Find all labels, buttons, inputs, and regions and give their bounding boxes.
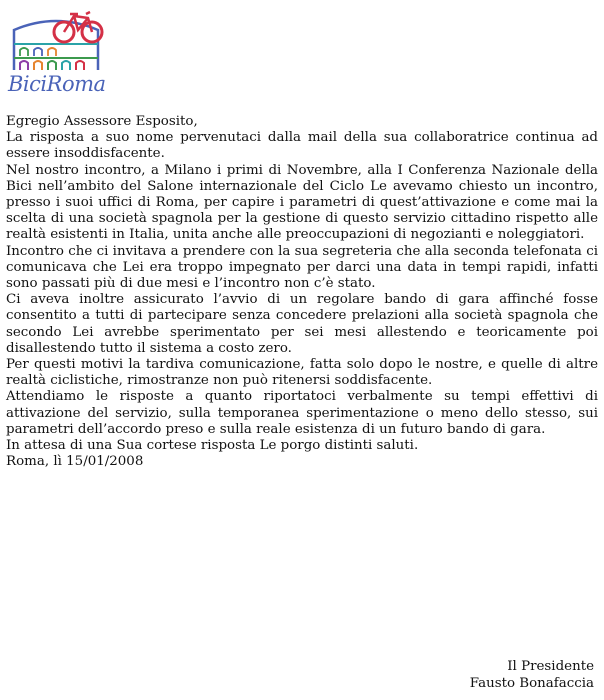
logo-text: BiciRoma: [8, 72, 106, 96]
closing: In attesa di una Sua cortese risposta Le porgo distinti saluti.: [6, 438, 419, 454]
colosseum-bicycle-icon: [6, 8, 106, 74]
paragraph-1: La risposta a suo nome pervenutaci dalla mail della sua collaboratrice continua ad essere insoddisfacente.: [6, 130, 598, 162]
bici-roma-logo: [6, 8, 106, 104]
paragraph-2: Nel nostro incontro, a Milano i primi di Novembre, alla I Conferenza Nazionale della Bici nell’ambito del Salone internazionale del Ciclo Le avevamo chiesto un incontro, presso i suoi uffici di Roma, per capire i parametri di quest’attivazione e come mai la scelta di una società spagnola per la gestione di questo servizio cittadino rispetto alle realtà esistenti in Italia, unita anche alle preoccupazioni di negozianti e noleggiatori.: [6, 162, 598, 243]
paragraph-4: Ci aveva inoltre assicurato l’avvio di un regolare bando di gara affinché fosse consentito a tutti di partecipare senza concedere prelazioni alla società spagnola che secondo Lei avrebbe sperimentato per sei mesi allestendo e teoricamente poi disallestendo tutto il sistema a costo zero.: [6, 292, 598, 356]
paragraph-3: Incontro che ci invitava a prendere con la sua segreteria che alla seconda telefonata ci comunicava che Lei era troppo impegnato per darci una data in tempi rapidi, infatti sono passati più di due mesi e l’incontro non c’è stato.: [6, 243, 598, 292]
signature-role: Il Presidente: [507, 659, 594, 674]
signature-name: Fausto Bonafaccia: [469, 676, 594, 691]
letter-body: [6, 114, 598, 470]
paragraph-5: Per questi motivi la tardiva comunicazione, fatta solo dopo le nostre, e quelle di altre realtà ciclistiche, rimostranze non può ritenersi soddisfacente.: [6, 357, 598, 389]
date-line: Roma, lì 15/01/2008: [6, 454, 144, 470]
salutation: Egregio Assessore Esposito,: [6, 114, 198, 129]
signature: [470, 658, 594, 692]
paragraph-6: Attendiamo le risposte a quanto riportatoci verbalmente su tempi effettivi di attivazione del servizio, sulla temporanea sperimentazione o meno dello stesso, sui parametri dell’accordo preso e sulla reale esistenza di un futuro bando di gara.: [6, 389, 598, 437]
